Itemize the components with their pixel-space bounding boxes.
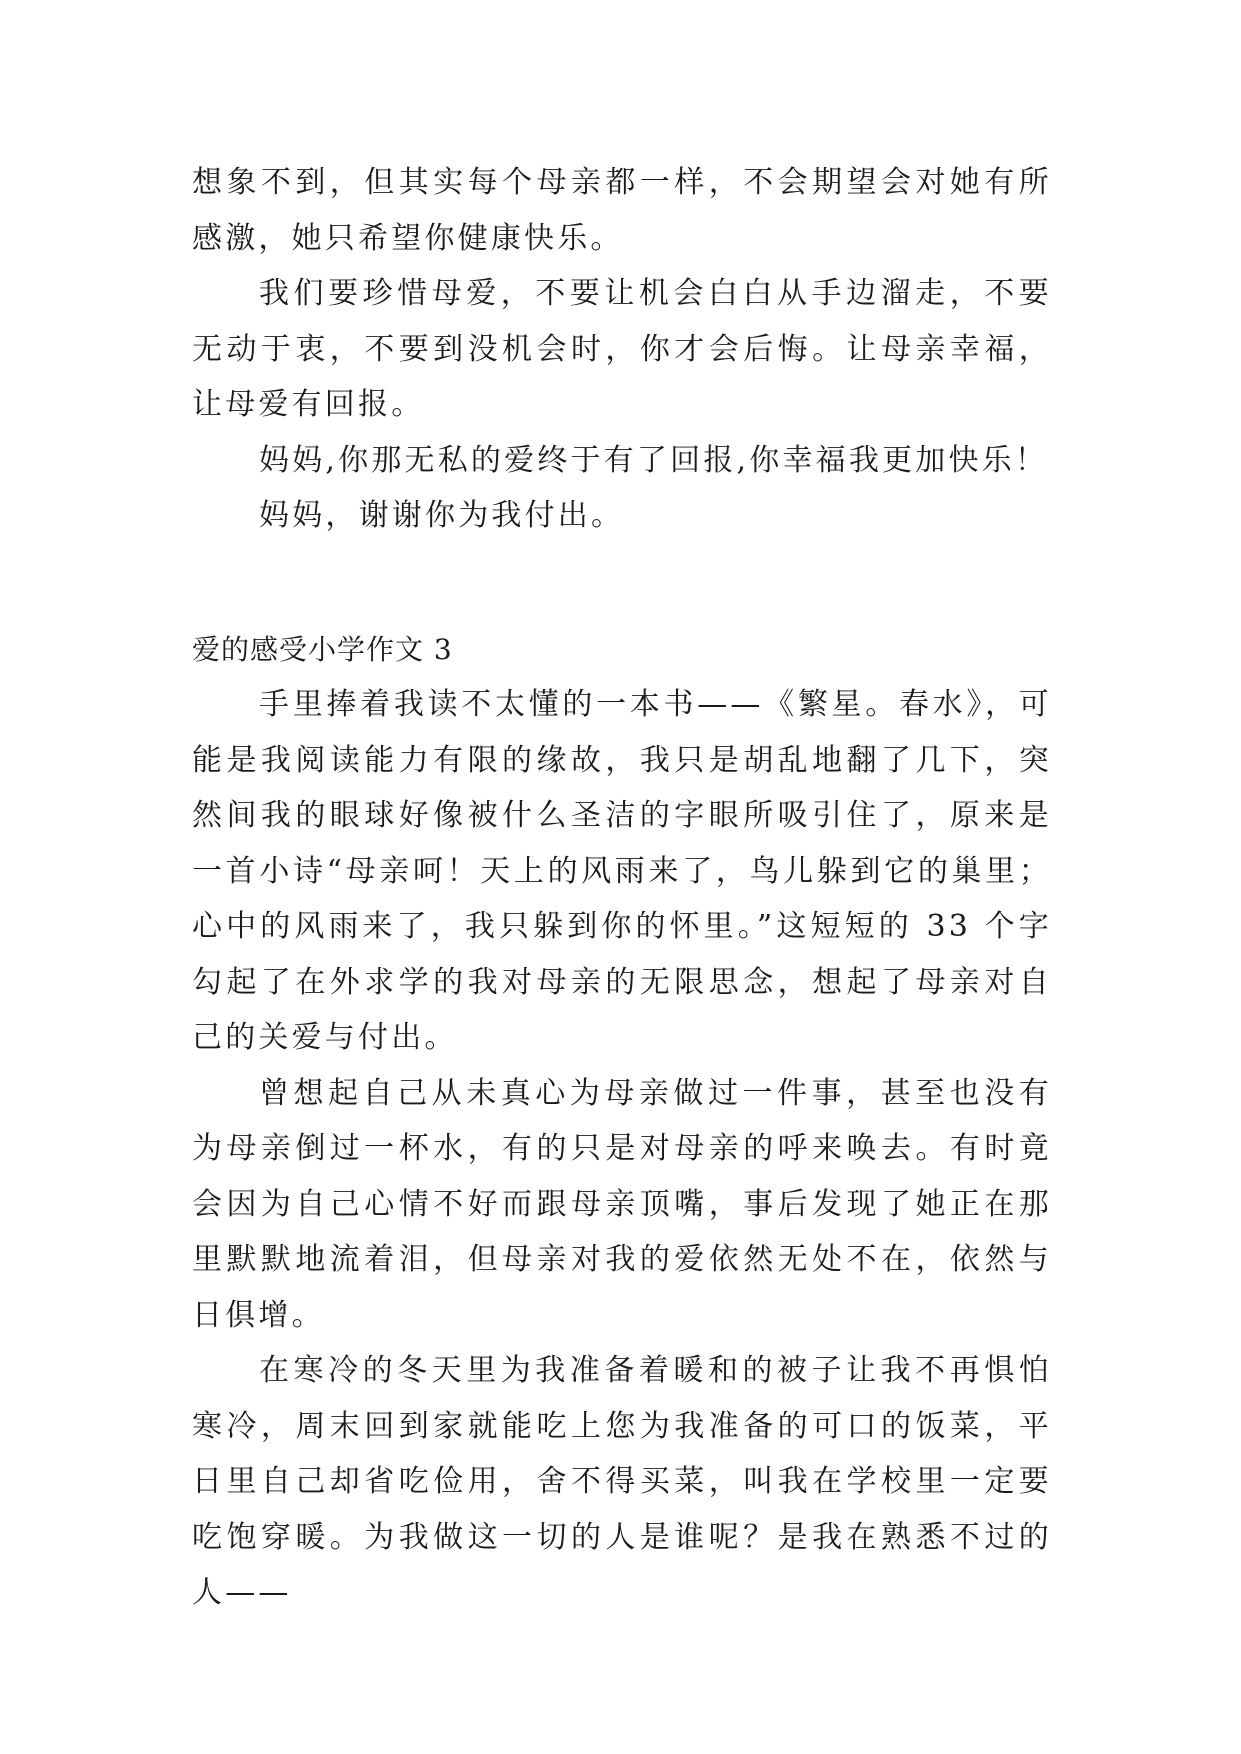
section-3 <box>192 622 1052 1621</box>
section-title: 爱的感受小学作文 3 <box>192 632 453 666</box>
section-spacer <box>192 544 1052 622</box>
document-page <box>192 155 1052 1621</box>
paragraph: 妈妈,你那无私的爱终于有了回报,你幸福我更加快乐！ <box>259 442 1049 478</box>
paragraph: 我们要珍惜母爱，不要让机会白白从手边溜走，不要无动于衷，不要到没机会时，你才会后悔。让母亲幸福，让母爱有回报。 <box>192 276 1052 422</box>
paragraph: 想象不到，但其实每个母亲都一样，不会期望会对她有所感激，她只希望你健康快乐。 <box>192 165 1052 256</box>
paragraph: 曾想起自己从未真心为母亲做过一件事，甚至也没有为母亲倒过一杯水，有的只是对母亲的呼来唤去。有时竟会因为自己心情不好而跟母亲顶嘴，事后发现了她正在那里默默地流着泪，但母亲对我的爱依然无处不在，依然与日俱增。 <box>192 1075 1052 1333</box>
paragraph: 妈妈，谢谢你为我付出。 <box>259 498 625 533</box>
section-top <box>192 155 1052 544</box>
paragraph: 在寒冷的冬天里为我准备着暖和的被子让我不再惧怕寒冷，周末回到家就能吃上您为我准备的可口的饭菜，平日里自己却省吃俭用，舍不得买菜，叫我在学校里一定要吃饱穿暖。为我做这一切的人是谁呢？是我在熟悉不过的人—— <box>192 1353 1052 1610</box>
paragraph: 手里捧着我读不太懂的一本书——《繁星。春水》，可能是我阅读能力有限的缘故，我只是胡乱地翻了几下，突然间我的眼球好像被什么圣洁的字眼所吸引住了，原来是一首小诗“母亲呵！天上的风雨来了，鸟儿躲到它的巢里；心中的风雨来了，我只躲到你的怀里。”这短短的 33 个字勾起了在外求学的我对母亲的无限思念，想起了母亲对自己的关爱与付出。 <box>192 687 1052 1055</box>
